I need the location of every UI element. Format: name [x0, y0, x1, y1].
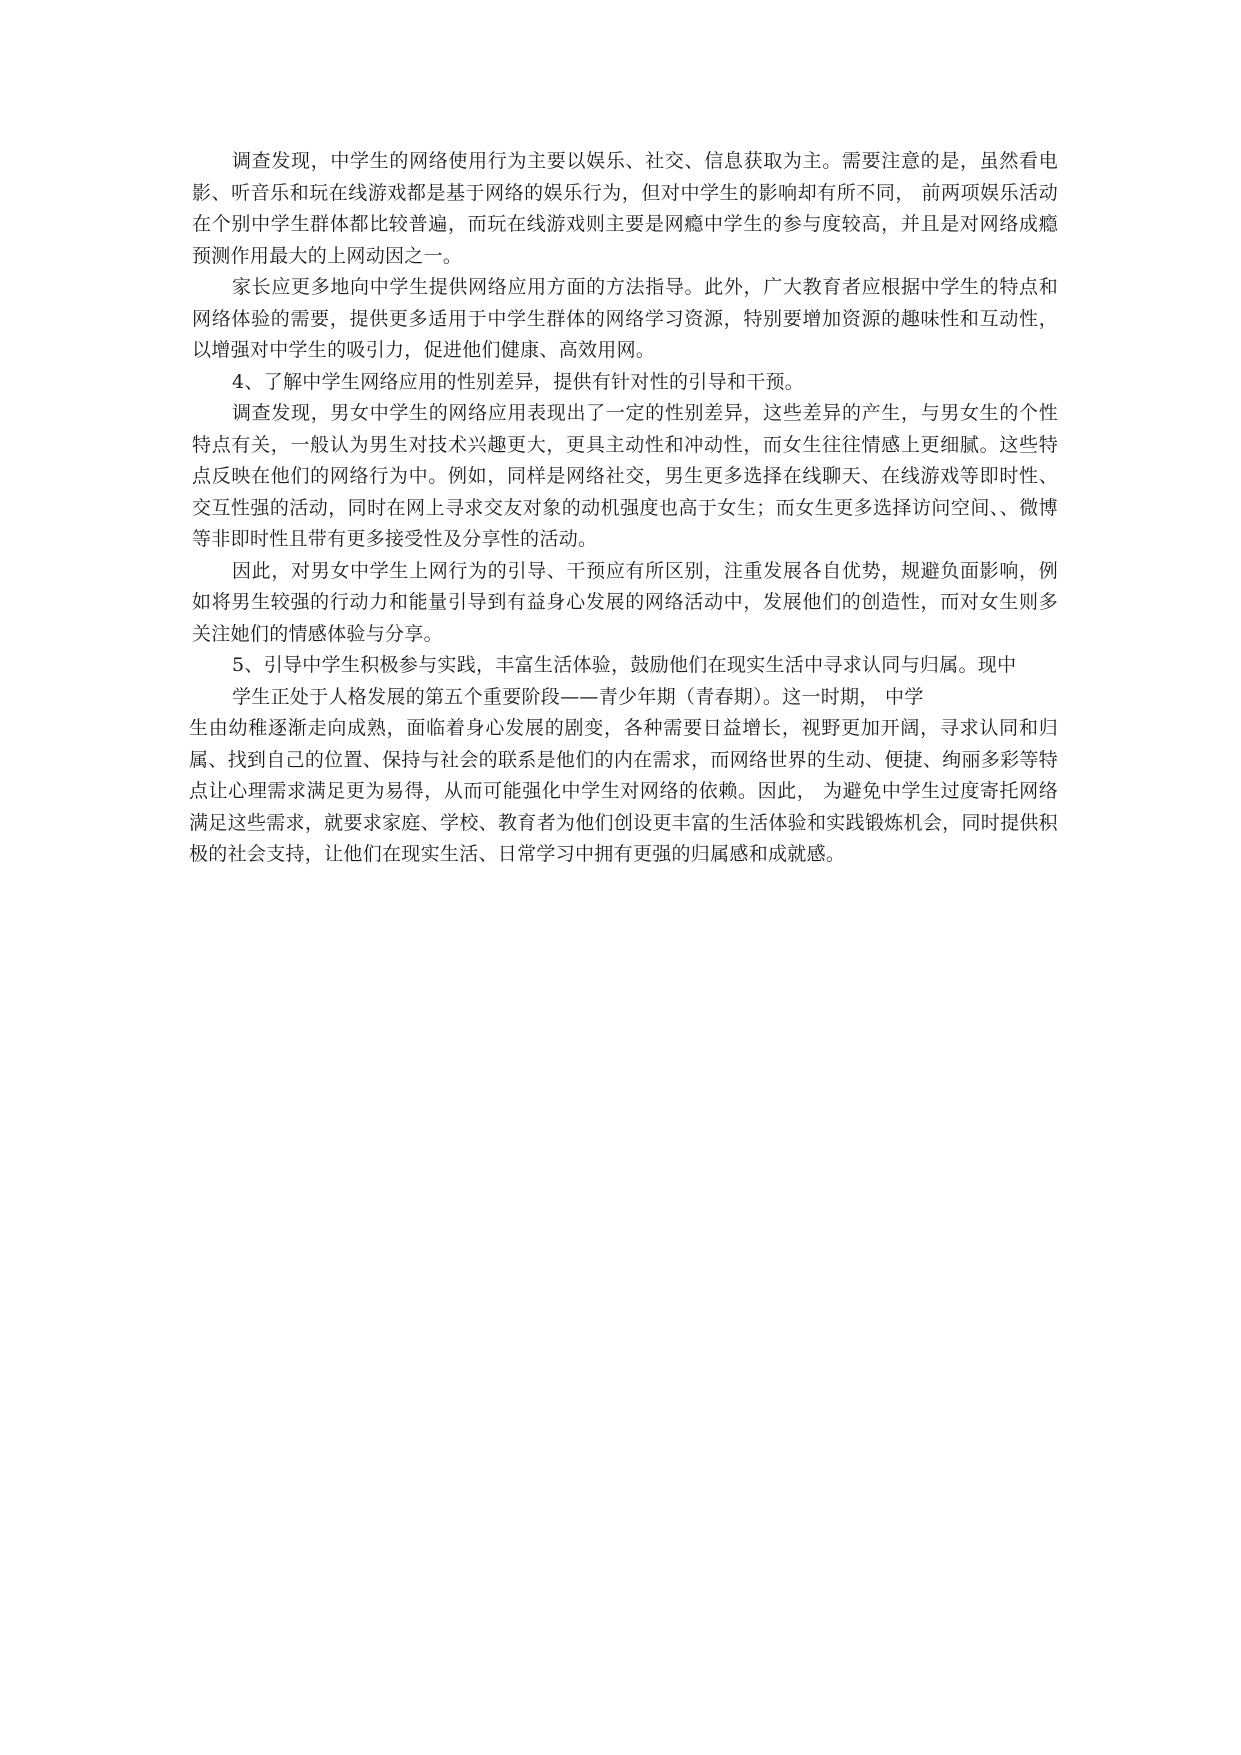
paragraph-gender-survey: 调查发现，男女中学生的网络应用表现出了一定的性别差异，这些差异的产生，与男女生的个性特点有关，一般认为男生对技术兴趣更大，更具主动性和冲动性，而女生往往情感上更细腻。这些特点反映在他们的网络行为中。例如，同样是网络社交，男生更多选择在线聊天、在线游戏等即时性、交互性强的活动，同时在网上寻求交友对象的动机强度也高于女生；而女生更多选择访问空间、、微博等非即时性且带有更多接受性及分享性的活动。 [192, 402, 1058, 550]
paragraph-adolescence-needs: 生由幼稚逐渐走向成熟，面临着身心发展的剧变，各种需要日益增长，视野更加开阔，寻求认同和归属、找到自己的位置、保持与社会的联系是他们的内在需求，而网络世界的生动、便捷、绚丽多彩等特点让心理需求满足更为易得，从而可能强化中学生对网络的依赖。因此， 为避免中学生过度寄托网络满足这些需求，就要求家庭、学校、教育者为他们创设更丰富的生活体验和实践锻炼机会，同时提供积极的社会支持，让他们在现实生活、日常学习中拥有更强的归属感和成就感。 [189, 717, 1058, 865]
line-adolescence-stage: 学生正处于人格发展的第五个重要阶段——青少年期（青春期）。这一时期， 中学 [232, 685, 924, 708]
heading-gender-differences: 4、了解中学生网络应用的性别差异，提供有针对性的引导和干预。 [232, 370, 805, 393]
paragraph-gender-guidance: 因此，对男女中学生上网行为的引导、干预应有所区别，注重发展各自优势，规避负面影响，例如将男生较强的行动力和能量引导到有益身心发展的网络活动中，发展他们的创造性，而对女生则多关注她们的情感体验与分享。 [192, 559, 1058, 645]
paragraph-parent-guidance: 家长应更多地向中学生提供网络应用方面的方法指导。此外，广大教育者应根据中学生的特点和网络体验的需要，提供更多适用于中学生群体的网络学习资源，特别要增加资源的趣味性和互动性，以增强对中学生的吸引力，促进他们健康、高效用网。 [192, 276, 1058, 361]
heading-real-life-practice: 5、引导中学生积极参与实践，丰富生活体验，鼓励他们在现实生活中寻求认同与归属。现中 [232, 654, 1017, 676]
document-body [189, 146, 1058, 871]
paragraph-usage-survey: 调查发现，中学生的网络使用行为主要以娱乐、社交、信息获取为主。需要注意的是，虽然看电影、听音乐和玩在线游戏都是基于网络的娱乐行为，但对中学生的影响却有所不同， 前两项娱乐活动在个别中学生群体都比较普遍，而玩在线游戏则主要是网瘾中学生的参与度较高，并且是对网络成瘾预测作用最大的上网动因之一。 [192, 150, 1058, 267]
